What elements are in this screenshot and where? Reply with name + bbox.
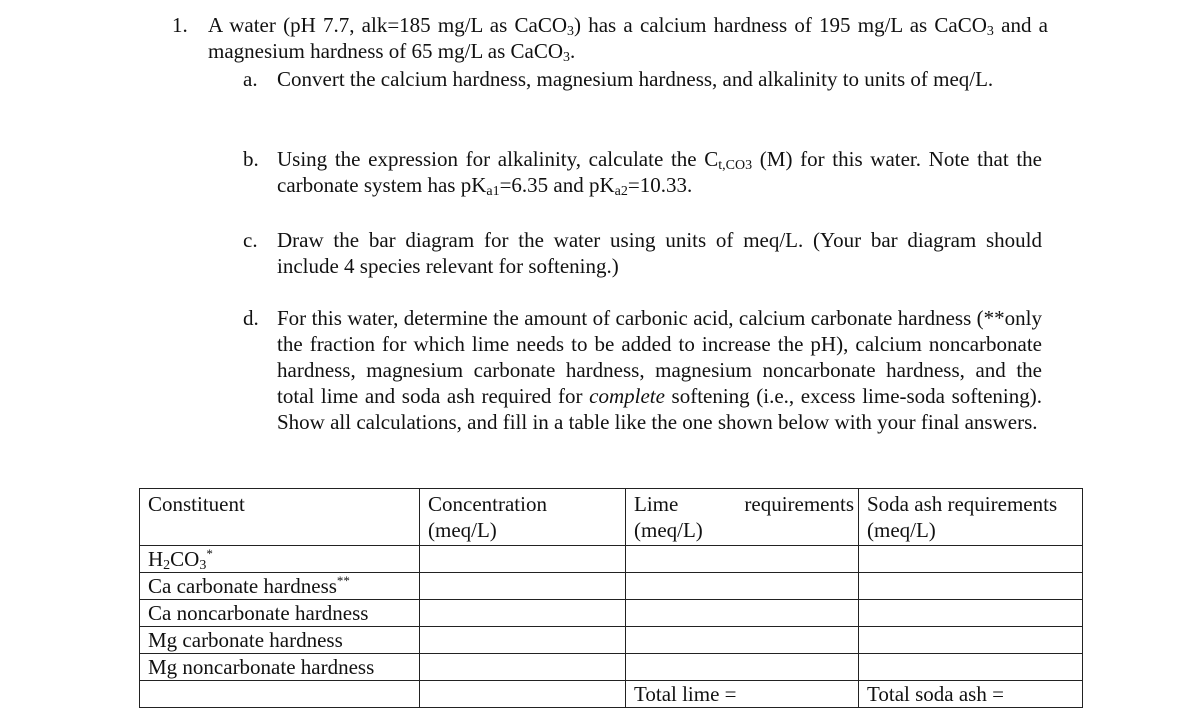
row-h2co3-soda-cell[interactable] [859,546,1083,573]
row-mg-carbonate-lime-cell[interactable] [626,627,859,654]
row-ca-noncarbonate-label: Ca noncarbonate hardness [140,600,420,627]
row-mg-carbonate-concentration-cell[interactable] [420,627,626,654]
part-b-label: b. [243,147,259,171]
row-mg-noncarbonate-concentration-cell[interactable] [420,654,626,681]
total-row-blank-concentration [420,681,626,708]
row-ca-carbonate-label: Ca carbonate hardness** [140,573,420,600]
question-number: 1. [172,13,188,37]
row-mg-carbonate-label: Mg carbonate hardness [140,627,420,654]
header-soda-ash: Soda ash requirements (meq/L) [859,489,1083,546]
part-c-label: c. [243,228,258,252]
row-ca-noncarbonate-concentration-cell[interactable] [420,600,626,627]
table-row [140,654,1083,681]
table-row [140,546,1083,573]
table-total-row [140,681,1083,708]
header-constituent: Constituent [140,489,420,546]
row-mg-noncarbonate-soda-cell[interactable] [859,654,1083,681]
total-row-blank-label [140,681,420,708]
total-lime-cell[interactable]: Total lime = [626,681,859,708]
question-intro: A water (pH 7.7, alk=185 mg/L as CaCO$_3$) has a calcium hardness of 195 mg/L as CaCO$_3$ and a magnesium hardness of 65 mg/L as CaCO$_3$. [208,13,1048,65]
table-row [140,627,1083,654]
table-row [140,573,1083,600]
header-concentration: Concentration (meq/L) [420,489,626,546]
row-ca-carbonate-soda-cell[interactable] [859,573,1083,600]
row-h2co3-lime-cell[interactable] [626,546,859,573]
header-lime: Lime requirements (meq/L) [626,489,859,546]
part-d-label: d. [243,306,259,330]
answer-table [139,488,1083,708]
row-ca-noncarbonate-lime-cell[interactable] [626,600,859,627]
part-c-text: Draw the bar diagram for the water using units of meq/L. (Your bar diagram should include 4 species relevant for softening.) [277,228,1042,278]
row-mg-noncarbonate-lime-cell[interactable] [626,654,859,681]
total-soda-ash-cell[interactable]: Total soda ash = [859,681,1083,708]
row-mg-noncarbonate-label: Mg noncarbonate hardness [140,654,420,681]
row-mg-carbonate-soda-cell[interactable] [859,627,1083,654]
row-ca-carbonate-concentration-cell[interactable] [420,573,626,600]
row-ca-carbonate-lime-cell[interactable] [626,573,859,600]
row-h2co3-label: $H_2CO_3^*$ [140,546,420,573]
part-a-label: a. [243,67,258,91]
part-a-text: Convert the calcium hardness, magnesium hardness, and alkalinity to units of meq/L. [277,67,994,91]
row-h2co3-concentration-cell[interactable] [420,546,626,573]
table-row [140,600,1083,627]
row-ca-noncarbonate-soda-cell[interactable] [859,600,1083,627]
table-header-row [140,489,1083,546]
part-b-text: Using the expression for alkalinity, calculate the $C_{t,CO3}$ (M) for this water. Note that the carbonate system has $pK_{a1}=6.35$ and $pK_{a2}=10.33$. [277,147,1042,199]
part-d-text: For this water, determine the amount of carbonic acid, calcium carbonate hardness (**only the fraction for which lime needs to be added to increase the pH), calcium noncarbonate hardness, magnesium carbonate hardness, magnesium noncarbonate hardness, and the total lime and soda ash required for complete softening (i.e., excess lime-soda softening). Show all calculations, and fill in a table like the one shown below with your final answers. [277,306,1042,434]
